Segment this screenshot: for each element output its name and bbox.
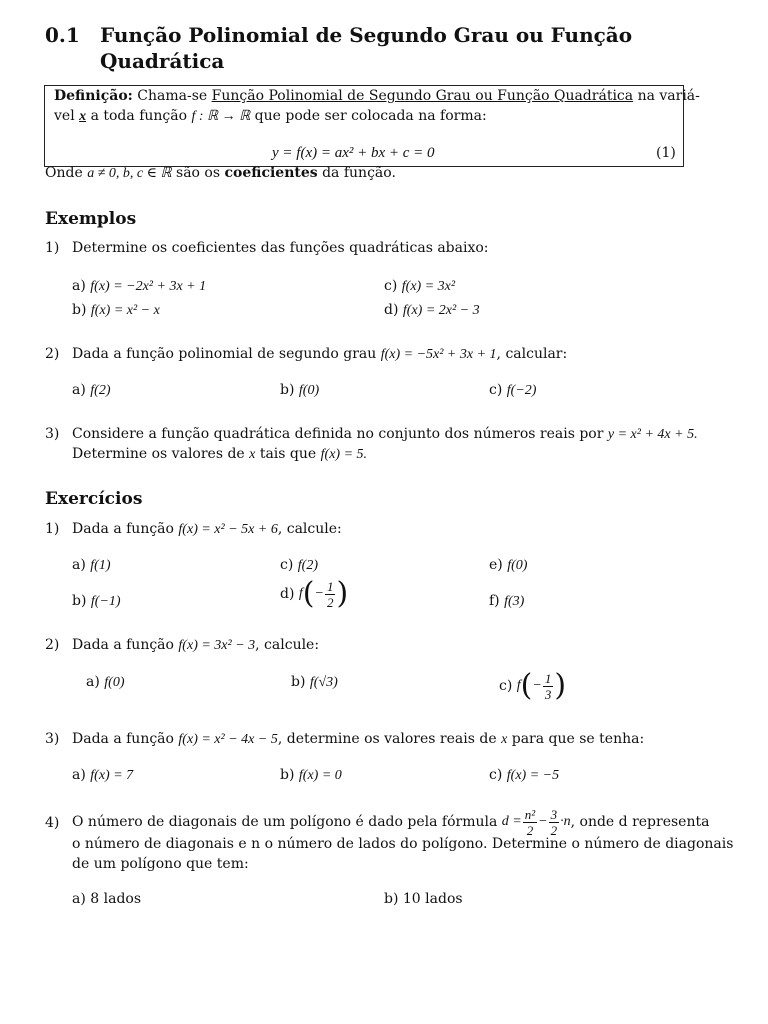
exemplo-3-num: 3) bbox=[45, 426, 60, 442]
exemplo-1-item-b: b) f(x) = x² − x bbox=[72, 302, 160, 318]
exercicio-3-item-c: c) f(x) = −5 bbox=[489, 767, 560, 783]
exercicio-1-item-c: c) f(2) bbox=[280, 557, 318, 573]
definition-var-x: x bbox=[79, 109, 87, 124]
exercicio-4-line1: O número de diagonais de um polígono é dado pela fórmula d = $\frac{\text{n²}}{2}$ − $\frac{3}{2}$ ·n, onde d representa bbox=[72, 806, 710, 838]
exercicio-3-item-b: b) f(x) = 0 bbox=[280, 767, 342, 783]
exercicio-1-item-d: d) f(− $\frac{1}{2}$ ) bbox=[280, 576, 349, 611]
exemplo-1-num: 1) bbox=[45, 240, 60, 256]
exercicios-heading: Exercícios bbox=[45, 489, 143, 509]
exercicio-4-line2: o número de diagonais e n o número de lados do polígono. Determine o número de diagonais bbox=[72, 836, 734, 852]
section-title-line2: Quadrática bbox=[100, 49, 225, 73]
section-number: 0.1 bbox=[45, 23, 80, 47]
exemplo-1-text: Determine os coeficientes das funções quadráticas abaixo: bbox=[72, 240, 489, 256]
exercicio-4-item-b: b) 10 lados bbox=[384, 891, 463, 907]
definition-vel: vel bbox=[54, 108, 75, 124]
exercicio-3-item-a: a) f(x) = 7 bbox=[72, 767, 134, 783]
definition-line1 bbox=[54, 88, 700, 104]
exercicio-4-num: 4) bbox=[45, 815, 60, 831]
definition-equation: y = f(x) = ax² + bx + c = 0 bbox=[272, 145, 435, 161]
definition-intro: Chama-se bbox=[137, 88, 208, 104]
exemplo-2-text: Dada a função polinomial de segundo grau f(x) = −5x² + 3x + 1, calcular: bbox=[72, 346, 568, 362]
exemplo-1-item-c: c) f(x) = 3x² bbox=[384, 278, 456, 294]
exercicio-1-num: 1) bbox=[45, 521, 60, 537]
definition-fn-signature: f : ℝ → ℝ bbox=[191, 109, 251, 124]
exemplo-2-item-b: b) f(0) bbox=[280, 382, 320, 398]
definition-a-toda: a toda função bbox=[90, 108, 188, 124]
onde-text: Onde bbox=[45, 165, 83, 181]
definition-after-term: na variá- bbox=[637, 88, 700, 104]
exercicio-1-item-f: f) f(3) bbox=[489, 593, 525, 609]
exercicio-2-item-b: b) f(√3) bbox=[291, 674, 338, 690]
definition-label: Definição: bbox=[54, 88, 133, 104]
exercicio-3-text: Dada a função f(x) = x² − 4x − 5, determine os valores reais de x para que se tenha: bbox=[72, 731, 645, 747]
exemplos-heading: Exemplos bbox=[45, 209, 137, 229]
definition-line2 bbox=[54, 108, 487, 125]
exercicio-1-item-e: e) f(0) bbox=[489, 557, 528, 573]
exercicio-2-item-c: c) f(− $\frac{1}{3}$ ) bbox=[499, 668, 567, 703]
section-title-line1: Função Polinomial de Segundo Grau ou Função bbox=[100, 23, 633, 47]
exemplo-2-num: 2) bbox=[45, 346, 60, 362]
exercicio-4-item-a: a) 8 lados bbox=[72, 891, 142, 907]
exemplo-1-item-d: d) f(x) = 2x² − 3 bbox=[384, 302, 480, 318]
equation-number: (1) bbox=[656, 145, 676, 161]
da-funcao-text: da função. bbox=[322, 165, 396, 181]
exercicio-2-item-a: a) f(0) bbox=[86, 674, 125, 690]
exemplo-3-line1: Considere a função quadrática definida no conjunto dos números reais por y = x² + 4x + 5. bbox=[72, 426, 698, 442]
sao-os-text: são os bbox=[176, 165, 221, 181]
exercicio-3-num: 3) bbox=[45, 731, 60, 747]
exemplo-1-item-a: a) f(x) = −2x² + 3x + 1 bbox=[72, 278, 207, 294]
exercicio-2-text: Dada a função f(x) = 3x² − 3, calcule: bbox=[72, 637, 320, 653]
exercicio-4-line3: de um polígono que tem: bbox=[72, 856, 249, 872]
exercicio-1-item-a: a) f(1) bbox=[72, 557, 111, 573]
exercicio-2-num: 2) bbox=[45, 637, 60, 653]
definition-term: Função Polinomial de Segundo Grau ou Função Quadrática bbox=[211, 88, 634, 104]
coefficients-bold: coeficientes bbox=[224, 165, 318, 181]
exemplo-3-line2: Determine os valores de x tais que f(x) = 5. bbox=[72, 446, 368, 462]
coefficients-note bbox=[45, 165, 396, 182]
coefficients-condition: a ≠ 0, b, c ∈ ℝ bbox=[87, 166, 172, 181]
exercicio-1-item-b: b) f(−1) bbox=[72, 593, 121, 609]
exemplo-2-item-a: a) f(2) bbox=[72, 382, 111, 398]
exemplo-2-item-c: c) f(−2) bbox=[489, 382, 537, 398]
exercicio-1-text: Dada a função f(x) = x² − 5x + 6, calcule: bbox=[72, 521, 342, 537]
definition-forma: que pode ser colocada na forma: bbox=[254, 108, 487, 124]
